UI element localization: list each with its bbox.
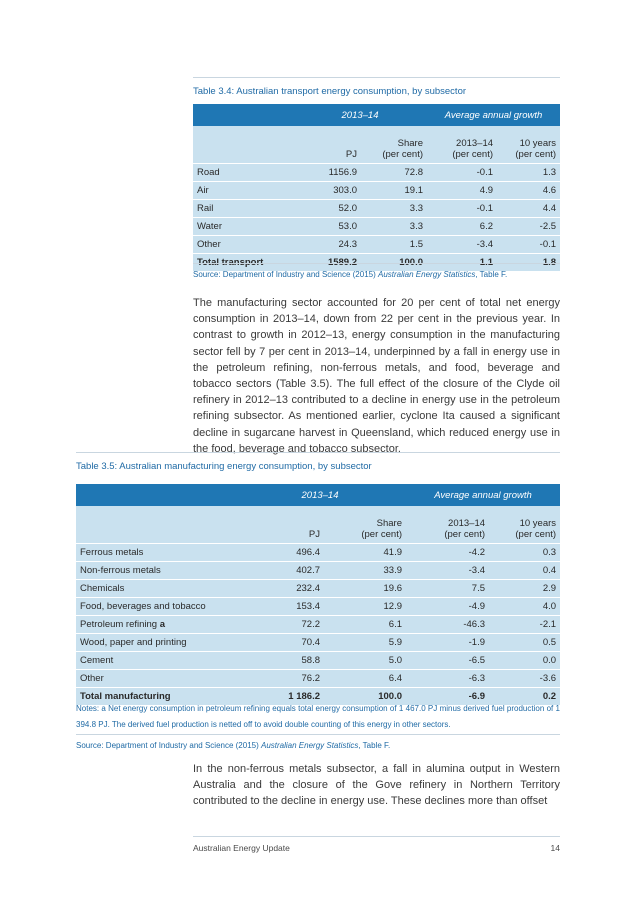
- group-header-growth: Average annual growth: [406, 484, 560, 506]
- table-row: [76, 616, 560, 634]
- table-cell: 1.8: [497, 254, 560, 272]
- row-label-text: Water: [197, 221, 222, 232]
- row-label-text: Food, beverages and tobacco: [80, 601, 206, 612]
- table-column-header: [193, 126, 560, 164]
- table-cell: 1.5: [361, 236, 427, 254]
- table-cell: 3.3: [361, 218, 427, 236]
- table-row: [76, 652, 560, 670]
- table-cell: 153.4: [234, 598, 324, 616]
- table-cell: -3.4: [427, 236, 497, 254]
- table-cell: 5.0: [324, 652, 406, 670]
- table-cell: 100.0: [361, 254, 427, 272]
- table-cell: 4.0: [489, 598, 560, 616]
- table-row: [76, 562, 560, 580]
- table-cell: 6.2: [427, 218, 497, 236]
- table-cell: -0.1: [427, 200, 497, 218]
- table-row: [193, 182, 560, 200]
- table-cell: 3.3: [361, 200, 427, 218]
- col-header-10yr: 10 years (per cent): [497, 126, 560, 164]
- table-cell: -2.5: [497, 218, 560, 236]
- row-label-text: Ferrous metals: [80, 547, 144, 558]
- note-marker: a: [159, 619, 166, 630]
- row-label: [76, 652, 234, 670]
- row-label: [76, 562, 234, 580]
- group-header-2013-14: 2013–14: [234, 484, 406, 506]
- row-label-text: Rail: [197, 203, 214, 214]
- table-cell: 1.3: [497, 164, 560, 182]
- table-cell: 19.1: [361, 182, 427, 200]
- body-paragraph-2: In the non-ferrous metals subsector, a fall in alumina output in Western Australia and the closure of the Gove refinery in Northern Territory contributed to the decline in energy use. These declines more than offset: [193, 763, 560, 808]
- table-cell: -3.6: [489, 670, 560, 688]
- row-label-text: Chemicals: [80, 583, 125, 594]
- table-cell: -0.1: [427, 164, 497, 182]
- table-cell: 52.0: [293, 200, 361, 218]
- row-label: [193, 182, 293, 200]
- group-header-2013-14: 2013–14: [293, 104, 427, 126]
- table-row: [193, 236, 560, 254]
- table-column-header: [76, 506, 560, 544]
- col-header-share: Share (per cent): [324, 506, 406, 544]
- table-cell: 1.1: [427, 254, 497, 272]
- row-label: [193, 236, 293, 254]
- table-cell: 58.8: [234, 652, 324, 670]
- table-cell: 6.4: [324, 670, 406, 688]
- table-cell: 0.4: [489, 562, 560, 580]
- table-cell: -3.4: [406, 562, 489, 580]
- table-cell: -2.1: [489, 616, 560, 634]
- group-header-growth: Average annual growth: [427, 104, 560, 126]
- table-cell: 19.6: [324, 580, 406, 598]
- table-row: [76, 634, 560, 652]
- table-cell: 72.2: [234, 616, 324, 634]
- table-3-4-caption: Table 3.4: Australian transport energy consumption, by subsector: [193, 77, 560, 97]
- table-row: [76, 580, 560, 598]
- table-cell: -46.3: [406, 616, 489, 634]
- row-label: [76, 616, 234, 634]
- table-cell: 1156.9: [293, 164, 361, 182]
- footer-title: Australian Energy Update: [193, 843, 290, 853]
- page-number: 14: [550, 843, 560, 853]
- row-label: [76, 598, 234, 616]
- table-cell: -1.9: [406, 634, 489, 652]
- row-label-text: Road: [197, 167, 220, 178]
- table-cell: 1589.2: [293, 254, 361, 272]
- table-3-5-notes: Notes: a Net energy consumption in petroleum refining equals total energy consumption of 1 467.0 PJ minus derived fuel production of 1 394.8 PJ. The derived fuel production is netted off to avoid double counting of this energy in other sectors.: [76, 704, 560, 729]
- table-cell: 70.4: [234, 634, 324, 652]
- table-cell: 0.5: [489, 634, 560, 652]
- table-cell: -6.5: [406, 652, 489, 670]
- table-cell: 4.9: [427, 182, 497, 200]
- table-group-header: [193, 104, 560, 126]
- col-header-annual: 2013–14 (per cent): [427, 126, 497, 164]
- table-cell: -4.9: [406, 598, 489, 616]
- table-cell: 33.9: [324, 562, 406, 580]
- table-cell: 303.0: [293, 182, 361, 200]
- table-row: [193, 164, 560, 182]
- row-label-text: Wood, paper and printing: [80, 637, 187, 648]
- table-cell: 232.4: [234, 580, 324, 598]
- table-3-5-caption: Table 3.5: Australian manufacturing energy consumption, by subsector: [76, 452, 560, 472]
- row-label: [76, 670, 234, 688]
- col-header-share: Share (per cent): [361, 126, 427, 164]
- table-cell: 12.9: [324, 598, 406, 616]
- table-cell: 6.1: [324, 616, 406, 634]
- table-row: [193, 218, 560, 236]
- table-cell: 1 186.2: [234, 688, 324, 706]
- table-row: [76, 670, 560, 688]
- table-group-header: [76, 484, 560, 506]
- table-row: [76, 544, 560, 562]
- footer-divider: [193, 836, 560, 837]
- table-cell: 0.3: [489, 544, 560, 562]
- table-cell: 402.7: [234, 562, 324, 580]
- row-label: [193, 164, 293, 182]
- row-label: [193, 218, 293, 236]
- row-label-text: Air: [197, 185, 209, 196]
- body-paragraph: The manufacturing sector accounted for 20 per cent of total net energy consumption in 2013–14, down from 22 per cent in the previous year. In contrast to growth in 2012–13, energy consumption in the manufacturing sector fell by 7 per cent in 2013–14, underpinned by a fall in energy use in the petroleum refining, non-ferrous metals, and food, beverage and tobacco sectors (Table 3.5). The full effect of the closure of the Clyde oil refinery in 2012–13 contributed to a decline in energy use in the petroleum refining subsector. As mentioned earlier, cyclone Ita caused a significant decline in sugarcane harvest in Queensland, which reduced energy use in the food, beverage and tobacco subsector.: [193, 297, 560, 455]
- table-3-4: [193, 104, 560, 271]
- table-3-4-source: Source: Department of Industry and Science (2015) Australian Energy Statistics, Table F.: [193, 263, 560, 282]
- table-cell: -6.9: [406, 688, 489, 706]
- col-header-pj: PJ: [234, 506, 324, 544]
- table-cell: 76.2: [234, 670, 324, 688]
- col-header-pj: PJ: [293, 126, 361, 164]
- row-label-text: Total manufacturing: [80, 691, 171, 702]
- row-label-text: Other: [197, 239, 221, 250]
- row-label: [193, 200, 293, 218]
- table-cell: 41.9: [324, 544, 406, 562]
- table-cell: 7.5: [406, 580, 489, 598]
- table-cell: -4.2: [406, 544, 489, 562]
- table-cell: 24.3: [293, 236, 361, 254]
- col-header-10yr: 10 years (per cent): [489, 506, 560, 544]
- table-3-5: [76, 484, 560, 705]
- table-3-5-source: Source: Department of Industry and Science (2015) Australian Energy Statistics, Table F.: [76, 734, 560, 753]
- row-label-text: Petroleum refining: [80, 619, 158, 630]
- col-header-annual: 2013–14 (per cent): [406, 506, 489, 544]
- row-label-text: Other: [80, 673, 104, 684]
- table-cell: 0.0: [489, 652, 560, 670]
- table-row: [76, 598, 560, 616]
- table-cell: 2.9: [489, 580, 560, 598]
- table-cell: 100.0: [324, 688, 406, 706]
- table-cell: 0.2: [489, 688, 560, 706]
- table-cell: 496.4: [234, 544, 324, 562]
- row-label-text: Cement: [80, 655, 114, 666]
- table-cell: 72.8: [361, 164, 427, 182]
- table-cell: 4.4: [497, 200, 560, 218]
- table-cell: 4.6: [497, 182, 560, 200]
- row-label: [76, 580, 234, 598]
- table-cell: 5.9: [324, 634, 406, 652]
- row-label-text: Non-ferrous metals: [80, 565, 161, 576]
- table-cell: 53.0: [293, 218, 361, 236]
- row-label: [76, 544, 234, 562]
- table-row: [193, 200, 560, 218]
- row-label-text: Total transport: [197, 257, 264, 268]
- table-cell: -6.3: [406, 670, 489, 688]
- row-label: [76, 634, 234, 652]
- table-cell: -0.1: [497, 236, 560, 254]
